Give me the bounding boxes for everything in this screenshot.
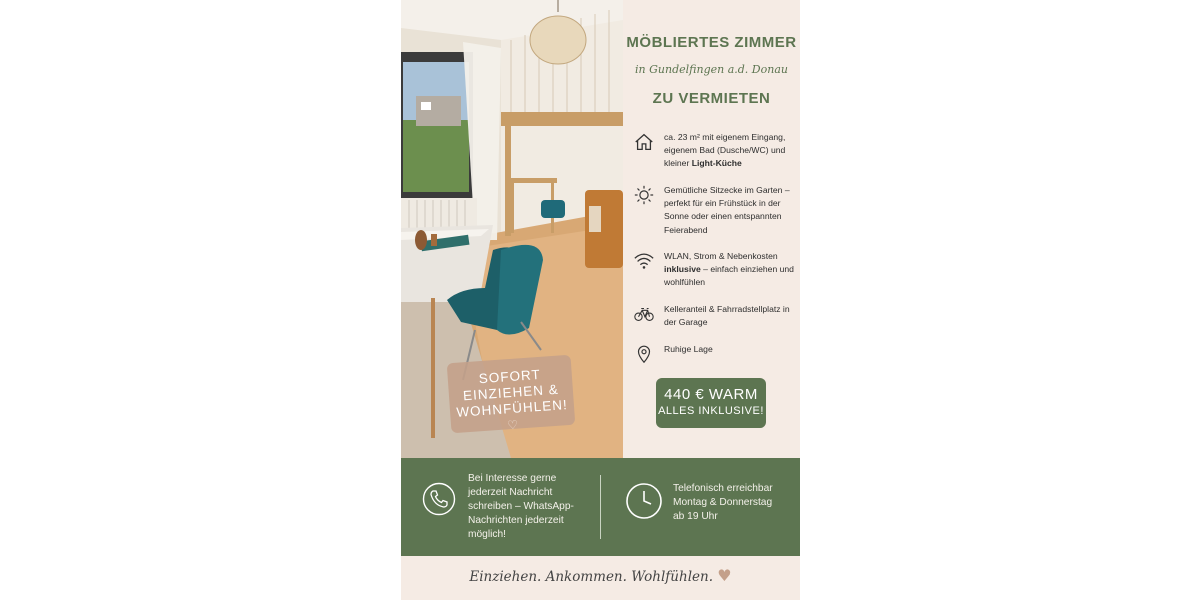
feature-text-utilities bbox=[664, 250, 796, 290]
contact-band bbox=[401, 458, 800, 556]
slogan bbox=[401, 556, 800, 600]
feature-text-storage bbox=[664, 303, 796, 329]
price-note: ALLES INKLUSIVE! bbox=[658, 405, 764, 417]
feature-text-location bbox=[664, 343, 796, 356]
feature-text-utilities-b: – einfach einziehen und wohlfühlen bbox=[664, 264, 794, 288]
title-for-rent: ZU VERMIETEN bbox=[652, 90, 771, 107]
price-amount: 440 € WARM bbox=[664, 386, 758, 403]
move-in-badge-line3-text: WOHNFÜHLEN! bbox=[455, 397, 569, 420]
room-photo bbox=[401, 0, 623, 458]
title-location: in Gundelfingen a.d. Donau bbox=[635, 63, 788, 76]
info-panel bbox=[623, 0, 800, 458]
house-icon bbox=[633, 131, 655, 153]
contact-hours-text: Telefonisch erreichbar Montag & Donnerstag ab 19 Uhr bbox=[673, 483, 773, 522]
feature-text-storage-a: Kelleranteil & Fahrradstellplatz in der Garage bbox=[664, 304, 790, 328]
heart-icon: ♡ bbox=[506, 417, 520, 433]
wifi-icon bbox=[633, 250, 655, 272]
bicycle-icon bbox=[633, 303, 655, 325]
sun-icon bbox=[633, 184, 655, 206]
feature-text-garden-a: Gemütliche Sitzecke im Garten – perfekt für ein Frühstück in der Sonne oder einen entspannten Feierabend bbox=[664, 185, 790, 235]
feature-text-utilities-bold: inklusive bbox=[664, 264, 701, 275]
contact-message-text: Bei Interesse gerne jederzeit Nachricht schreiben – WhatsApp-Nachrichten jederzeit möglich! bbox=[468, 473, 574, 540]
move-in-badge-line2: EINZIEHEN & bbox=[462, 381, 560, 404]
feature-text-utilities-a: WLAN, Strom & Nebenkosten bbox=[664, 251, 778, 261]
feature-text-size bbox=[664, 131, 796, 171]
feature-text-garden bbox=[664, 184, 796, 237]
phone-icon bbox=[422, 482, 456, 516]
move-in-badge bbox=[447, 355, 576, 433]
feature-text-location-a: Ruhige Lage bbox=[664, 344, 713, 354]
heart-icon: ♥ bbox=[717, 566, 732, 585]
feature-text-size-bold: Light-Küche bbox=[691, 158, 742, 169]
contact-divider bbox=[600, 475, 601, 539]
feature-text-size-a: ca. 23 m² mit eigenem Eingang, eigenem Bad (Dusche/WC) und kleiner bbox=[664, 132, 786, 169]
rental-poster bbox=[401, 0, 800, 600]
slogan-text: Einziehen. Ankommen. Wohlfühlen. bbox=[469, 569, 713, 585]
move-in-badge-line1: SOFORT bbox=[478, 366, 542, 387]
clock-icon bbox=[625, 482, 663, 520]
price-badge bbox=[656, 378, 766, 428]
location-pin-icon bbox=[633, 343, 655, 365]
title-furnished-room: MÖBLIERTES ZIMMER bbox=[626, 34, 797, 51]
